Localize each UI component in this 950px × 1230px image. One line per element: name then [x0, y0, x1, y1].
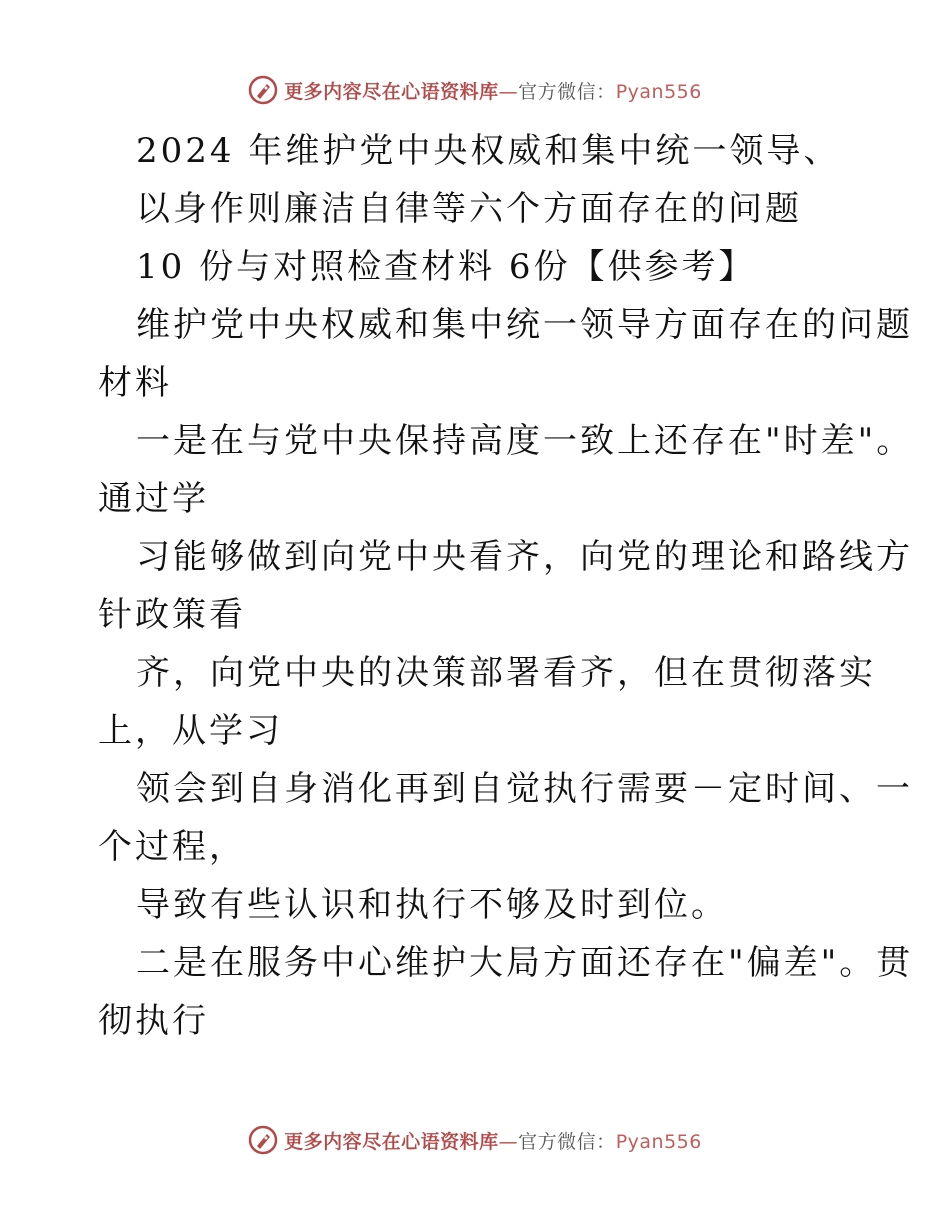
- document-line: 领会到自身消化再到自觉执行需要－定时间、一: [136, 769, 913, 809]
- document-line: 二是在服务中心维护大局方面还存在"偏差"。贯: [136, 943, 914, 983]
- document-line: 齐，向党中央的决策部署看齐，但在贯彻落实: [136, 653, 876, 693]
- footer-watermark: [0, 1120, 950, 1160]
- watermark-dash: —: [498, 1130, 519, 1153]
- pen-nib-logo-icon: [248, 1125, 278, 1155]
- document-line: 2024 年维护党中央权威和集中统一领导、: [136, 131, 841, 171]
- watermark-official: 官方微信：: [518, 80, 616, 103]
- document-line: 针政策看: [98, 595, 246, 635]
- document-line: 10 份与对照检查材料 6份【供参考】: [136, 247, 756, 287]
- document-line: 维护党中央权威和集中统一领导方面存在的问题: [136, 305, 913, 345]
- document-line: 个过程，: [98, 827, 246, 867]
- document-line: 习能够做到向党中央看齐，向党的理论和路线方: [136, 537, 913, 577]
- watermark-official: 官方微信：: [518, 1130, 616, 1153]
- document-line: 以身作则廉洁自律等六个方面存在的问题: [136, 189, 802, 229]
- document-line: 导致有些认识和执行不够及时到位。: [136, 885, 728, 925]
- watermark-id: Pyan556: [615, 80, 702, 103]
- watermark-dash: —: [498, 80, 519, 103]
- document-body: [98, 122, 914, 1050]
- watermark-text: [284, 1127, 702, 1154]
- watermark-id: Pyan556: [615, 1130, 702, 1153]
- header-watermark: [0, 70, 950, 110]
- document-line: 材料: [98, 363, 172, 403]
- document-line: 通过学: [98, 479, 209, 519]
- document-line: 一是在与党中央保持高度一致上还存在"时差"。: [136, 421, 914, 461]
- pen-nib-logo-icon: [248, 75, 278, 105]
- watermark-cn: 更多内容尽在心语资料库: [284, 1130, 499, 1153]
- watermark-text: [284, 77, 702, 104]
- watermark-cn: 更多内容尽在心语资料库: [284, 80, 499, 103]
- document-line: 彻执行: [98, 1001, 209, 1041]
- document-line: 上，从学习: [98, 711, 283, 751]
